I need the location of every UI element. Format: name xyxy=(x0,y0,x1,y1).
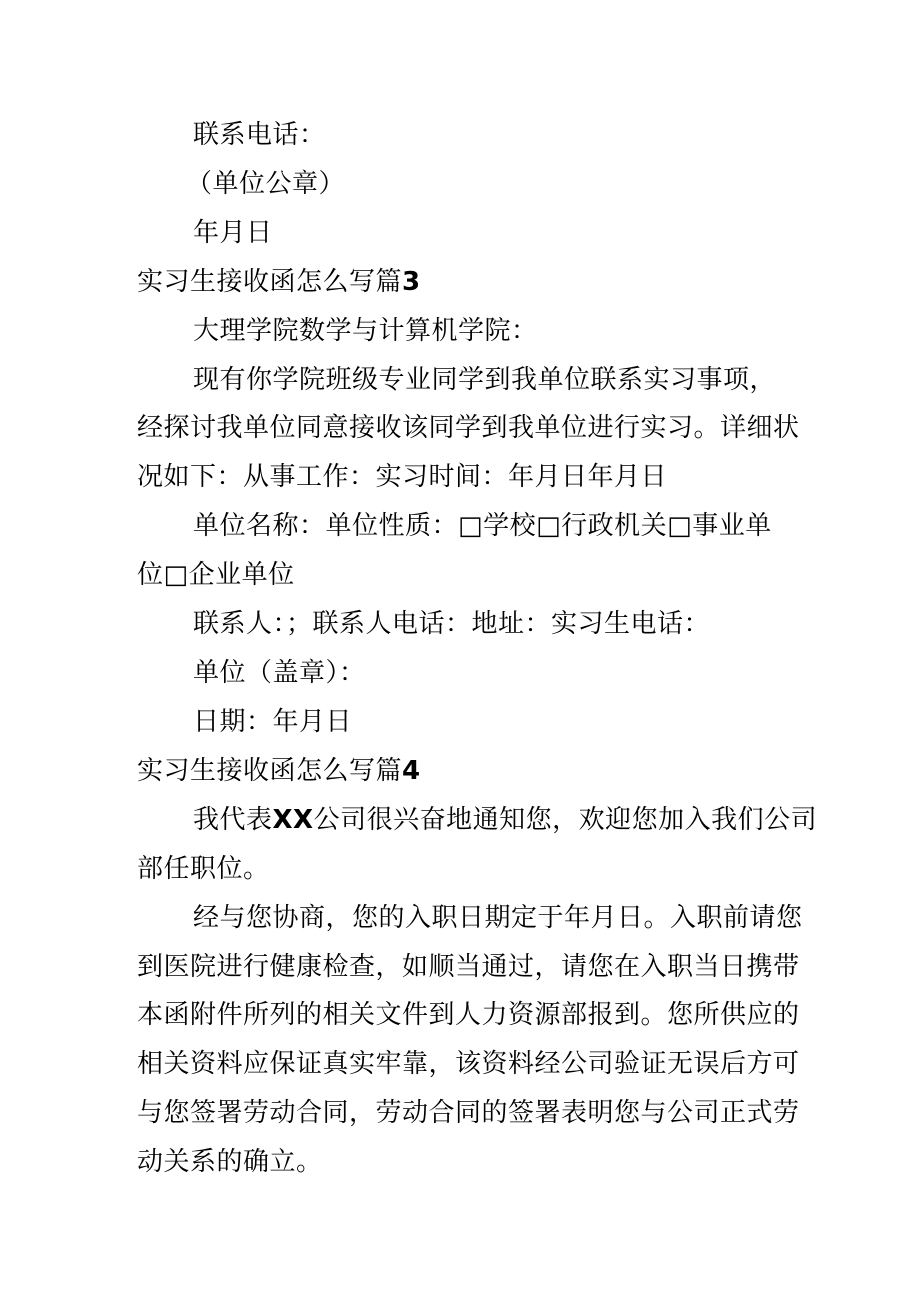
section-3-paragraph-2-line-2: 位□企业单位 xyxy=(137,560,295,590)
section-3-paragraph-1-line-3: 况如下：从事工作：实习时间：年月日年月日 xyxy=(137,462,668,492)
section-3-heading-text: 实习生接收函怎么写篇 xyxy=(137,267,403,297)
section-4-paragraph-2-line-1: 经与您协商，您的入职日期定于年月日。入职前请您 xyxy=(193,903,803,933)
section-4-paragraph-2-line-4: 相关资料应保证真实牢靠，该资料经公司验证无误后方可 xyxy=(137,1049,800,1079)
section-3-paragraph-1-line-2: 经探讨我单位同意接收该同学到我单位进行实习。详细状 xyxy=(137,413,800,443)
section-4-heading xyxy=(137,753,421,789)
contact-phone-line: 联系电话： xyxy=(193,120,326,150)
section-3-date-line: 日期：年月日 xyxy=(193,707,353,737)
section-3-seal-line: 单位（盖章）： xyxy=(193,658,366,688)
section-3-heading-number: 3 xyxy=(402,267,421,297)
section-4-paragraph-1-line-2: 部任职位。 xyxy=(137,854,270,884)
section-4-paragraph-2-line-5: 与您签署劳动合同，劳动合同的签署表明您与公司正式劳 xyxy=(137,1098,800,1128)
section-4-heading-number: 4 xyxy=(402,756,421,786)
section-3-paragraph-1-line-1: 现有你学院班级专业同学到我单位联系实习事项， xyxy=(193,365,777,395)
section-4-heading-text: 实习生接收函怎么写篇 xyxy=(137,756,403,786)
section-3-paragraph-2-line-1: 单位名称：单位性质：□学校□行政机关□事业单 xyxy=(193,511,772,541)
section-3-contacts-line: 联系人：；联系人电话：地址：实习生电话： xyxy=(193,609,711,639)
section-3-heading xyxy=(137,264,421,300)
section-4-paragraph-1-line-1 xyxy=(193,802,817,838)
section-4-p1-company-placeholder: XX xyxy=(272,805,314,835)
section-4-p1-rest: 公司很兴奋地通知您，欢迎您加入我们公司 xyxy=(313,805,818,835)
company-stamp-line: （单位公章） xyxy=(186,169,346,199)
section-4-paragraph-2-line-6: 动关系的确立。 xyxy=(137,1147,323,1177)
section-4-p1-prefix: 我代表 xyxy=(193,805,273,835)
section-4-paragraph-2-line-2: 到医院进行健康检查，如顺当通过，请您在入职当日携带 xyxy=(137,952,800,982)
section-3-salutation: 大理学院数学与计算机学院： xyxy=(193,316,538,346)
date-text: 年月日 xyxy=(193,218,273,248)
section-4-paragraph-2-line-3: 本函附件所列的相关文件到人力资源部报到。您所供应的 xyxy=(137,1000,800,1030)
date-line xyxy=(193,215,273,251)
